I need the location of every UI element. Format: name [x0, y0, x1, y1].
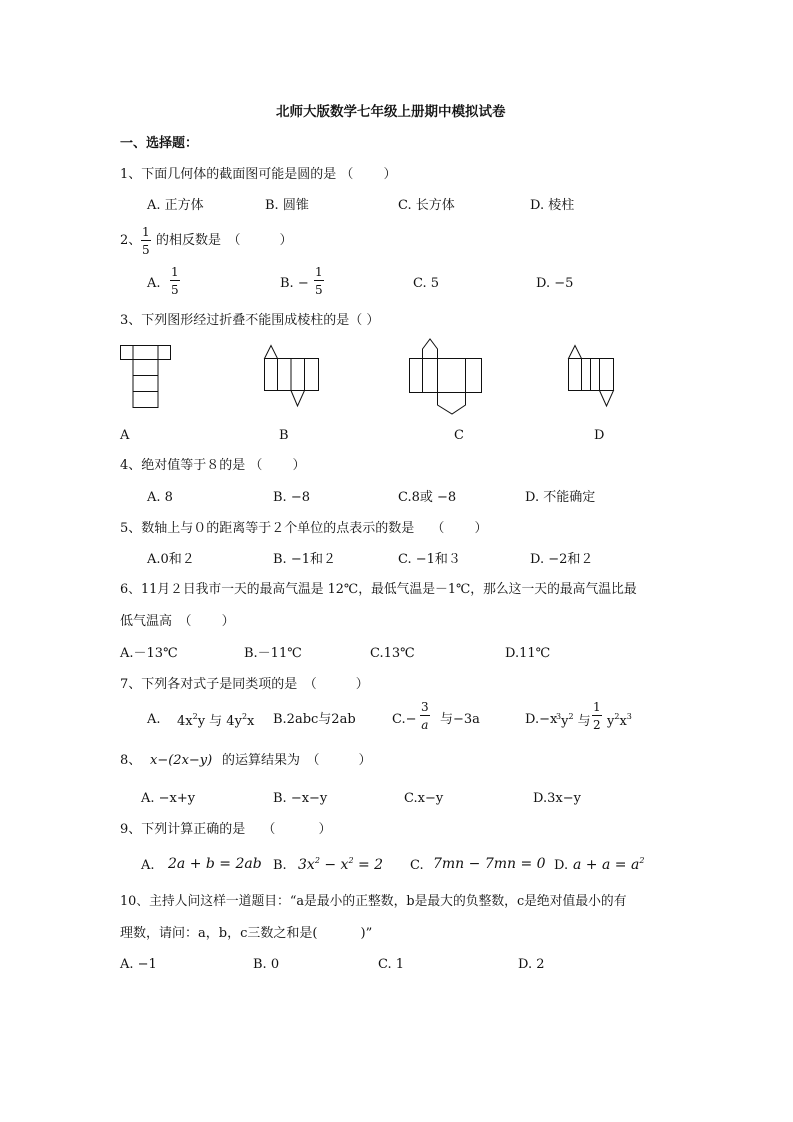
q5-stem: 5、数轴上与０的距离等于２个单位的点表示的数是 （ ） — [120, 521, 488, 536]
q7-option-d-numerator: 1 — [593, 700, 601, 714]
q8-expression: x−(2x−y) — [150, 753, 213, 768]
q2-fraction — [141, 226, 151, 256]
q2-option-b-label: B. − — [280, 276, 309, 291]
q8-option-c: C.x−y — [404, 791, 444, 806]
q8-option-a: A. −x+y — [141, 791, 196, 806]
q3-figure-b — [262, 343, 322, 411]
q3-label-c: C — [454, 428, 464, 443]
q8-option-d: D.3x−y — [533, 791, 581, 806]
q1-option-d: D. 棱柱 — [530, 198, 575, 213]
q4-option-a: A. 8 — [147, 490, 173, 505]
q2-stem: 的相反数是 （ ） — [156, 233, 293, 248]
q9-option-c-expression: 7mn − 7mn = 0 — [433, 856, 546, 872]
q5-option-c: C. −1和３ — [398, 552, 461, 567]
q4-option-b: B. −8 — [273, 490, 310, 505]
q6-stem-line2: 低气温高 （ ） — [120, 614, 235, 629]
q7-option-c-tail: 与−3a — [440, 712, 480, 727]
q7-option-d-label: D.−x — [525, 712, 558, 727]
q4-option-d: D. 不能确定 — [525, 490, 596, 505]
q9-stem: 9、下列计算正确的是 （ ） — [120, 822, 332, 837]
q10-stem-line2: 理数，请问：a，b，c三数之和是( )” — [120, 926, 373, 941]
q2-fraction-denominator: 5 — [142, 243, 150, 257]
q7-option-c-denominator: a — [421, 718, 429, 732]
q2-fraction-numerator: 1 — [142, 225, 150, 239]
q3-label-a: A — [120, 428, 130, 443]
q3-figure-d — [566, 343, 621, 411]
q3-figure-a — [118, 343, 173, 411]
section-heading: 一、选择题： — [120, 136, 199, 151]
q2-option-d: D. −5 — [536, 276, 574, 291]
page-title: 北师大版数学七年级上册期中模拟试卷 — [276, 104, 506, 120]
q5-option-a: A.0和２ — [147, 552, 195, 567]
q9-option-d-expression: $a + a = a^2$ — [573, 856, 645, 873]
q3-label-d: D — [594, 428, 605, 443]
q5-option-b: B. −1和２ — [273, 552, 336, 567]
q10-option-b: B. 0 — [253, 957, 280, 972]
q7-option-d-denominator: 2 — [593, 718, 601, 732]
q9-option-a-expression: 2a + b = 2ab — [168, 856, 262, 872]
q3-figure-c — [407, 336, 487, 418]
q3-label-b: B — [279, 428, 289, 443]
q8-stem: 的运算结果为 （ ） — [222, 753, 372, 768]
q10-option-a: A. −1 — [120, 957, 157, 972]
q6-option-c: C.13℃ — [370, 646, 415, 661]
q7-option-a-expression: $4x^2y$ 与 $4y^2x$ — [177, 712, 255, 729]
q6-option-d: D.11℃ — [505, 646, 551, 661]
q7-option-b: B.2abc与2ab — [273, 712, 356, 727]
q2-number: 2、 — [120, 233, 142, 248]
q4-option-c: C.8或 −8 — [398, 490, 457, 505]
q6-option-a: A.－13℃ — [120, 646, 178, 661]
q7-option-c-numerator: 3 — [421, 700, 429, 714]
q7-option-d-fraction — [592, 701, 602, 731]
q1-stem: 1、下面几何体的截面图可能是圆的是 （ ） — [120, 167, 397, 182]
q9-option-b-label: B. — [273, 858, 287, 873]
q1-option-b: B. 圆锥 — [265, 198, 309, 213]
q2-option-b-denominator: 5 — [315, 283, 323, 297]
q2-option-c: C. 5 — [413, 276, 440, 291]
q1-option-a: A. 正方体 — [147, 198, 204, 213]
q10-option-c: C. 1 — [378, 957, 405, 972]
q4-stem: 4、绝对值等于８的是 （ ） — [120, 458, 306, 473]
q2-option-b-numerator: 1 — [315, 265, 323, 279]
q6-stem-line1: 6、11月２日我市一天的最高气温是 12℃，最低气温是－1℃，那么这一天的最高气温比最 — [120, 582, 637, 597]
q8-number: 8、 — [120, 753, 142, 768]
q7-option-c-fraction — [420, 701, 430, 731]
q1-option-c: C. 长方体 — [398, 198, 455, 213]
q10-stem-line1: 10、主持人问这样一道题目：“a是最小的正整数，b是最大的负整数，c是绝对值最小的有 — [120, 894, 627, 909]
q10-option-d: D. 2 — [518, 957, 545, 972]
q6-option-b: B.－11℃ — [244, 646, 302, 661]
q7-option-d-expression-left: $^3y^2$ 与 — [556, 712, 591, 729]
q2-option-a-denominator: 5 — [171, 283, 179, 297]
q7-option-c-label: C.− — [392, 712, 417, 727]
q2-option-b-fraction — [314, 266, 324, 296]
q3-stem: 3、下列图形经过折叠不能围成棱柱的是（ ） — [120, 313, 380, 328]
q5-option-d: D. −2和２ — [530, 552, 594, 567]
q7-option-d-expression-right: $y^2x^3$ — [607, 712, 632, 729]
q2-option-a-label: A. — [147, 276, 161, 291]
q9-option-a-label: A. — [141, 858, 155, 873]
q9-option-b-expression: $3x^2 - x^2 = 2$ — [298, 856, 384, 873]
q7-option-a-label: A. — [147, 712, 161, 727]
q9-option-d-label: D. — [554, 858, 569, 873]
q2-option-a-numerator: 1 — [171, 265, 179, 279]
q9-option-c-label: C. — [410, 858, 424, 873]
q2-option-a-fraction — [170, 266, 180, 296]
q8-option-b: B. −x−y — [273, 791, 328, 806]
q7-stem: 7、下列各对式子是同类项的是 （ ） — [120, 677, 369, 692]
